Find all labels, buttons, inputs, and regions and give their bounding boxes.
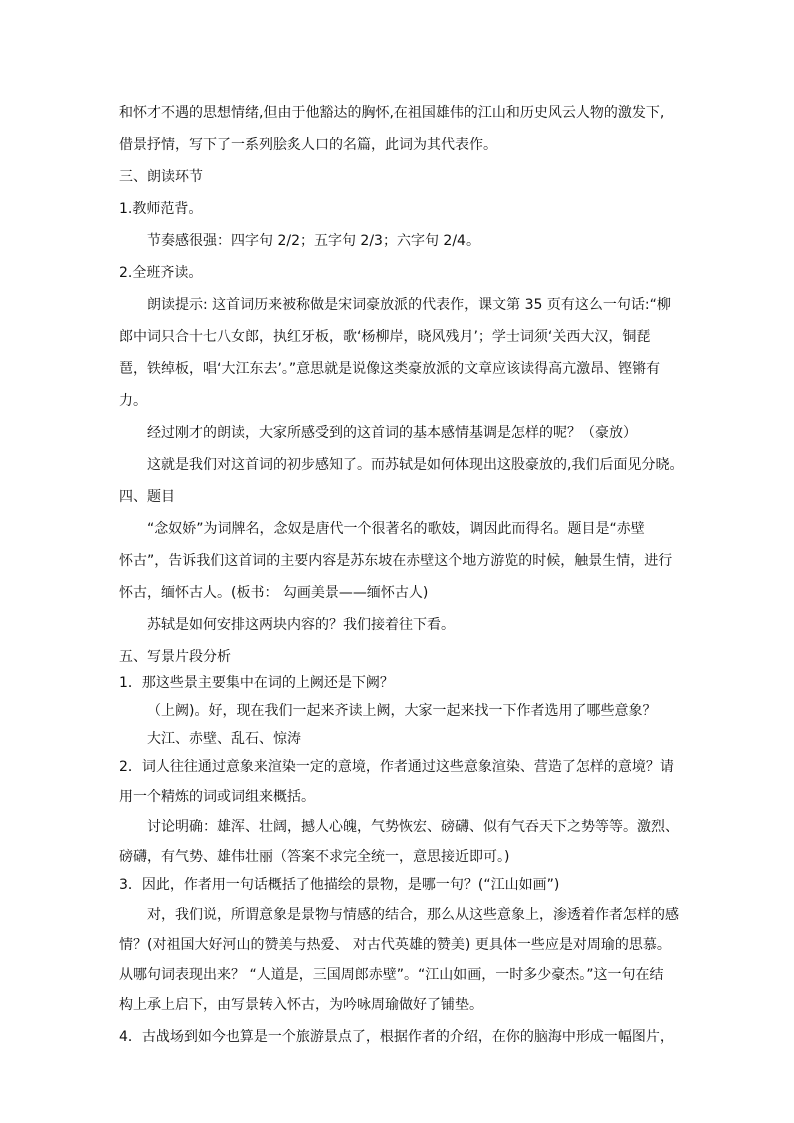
text-line: 1.教师范背。 — [119, 201, 203, 217]
text-line: 2．词人往往通过意象来渲染一定的意境，作者通过这些意象渲染、营造了怎样的意境？请 — [119, 759, 674, 775]
text-line: 郎中词只合十七八女郎，执红牙板，歌‘杨柳岸，晓风残月’；学士词须‘关西大汉，铜琵 — [119, 329, 651, 345]
text-line: 对，我们说，所谓意象是景物与情感的结合，那么从这些意象上，渗透着作者怎样的感 — [147, 907, 679, 923]
text-line: 借景抒情，写下了一系列脍炙人口的名篇，此词为其代表作。 — [119, 137, 497, 153]
text-line: （上阙)。好，现在我们一起来齐读上阙，大家一起来找一下作者选用了哪些意象？ — [147, 703, 657, 719]
text-line: “念奴娇”为词牌名，念奴是唐代一个很著名的歌妓，调因此而得名。题目是“赤壁 — [147, 521, 645, 537]
text-line: 用一个精炼的词或词组来概括。 — [119, 789, 315, 805]
section-heading: 三、朗读环节 — [119, 169, 203, 185]
text-line: 朗读提示: 这首词历来被称做是宋词豪放派的代表作，课文第 35 页有这么一句话:“柳 — [147, 297, 671, 313]
text-line: 苏轼是如何安排这两块内容的？我们接着往下看。 — [147, 617, 455, 633]
text-line: 这就是我们对这首词的初步感知了。而苏轼是如何体现出这股豪放的,我们后面见分晓。 — [147, 457, 684, 473]
section-heading: 四、题目 — [119, 489, 175, 505]
text-line: 和怀才不遇的思想情绪,但由于他豁达的胸怀,在祖国雄伟的江山和历史风云人物的激发下, — [119, 105, 665, 121]
text-line: 经过刚才的朗读，大家所感受到的这首词的基本感情基调是怎样的呢？（豪放） — [147, 425, 637, 441]
text-line: 怀古，缅怀古人。(板书： 勾画美景——缅怀古人) — [119, 585, 429, 601]
text-line: 琶，铁绰板，唱‘大江东去’。”意思就是说像这类豪放派的文章应该读得高亢激昂、铿锵有 — [119, 361, 661, 377]
text-line: 大江、赤壁、乱石、惊涛 — [147, 731, 301, 747]
text-line: 怀古”，告诉我们这首词的主要内容是苏东坡在赤壁这个地方游览的时候，触景生情，进行 — [119, 553, 673, 569]
text-line: 3．因此，作者用一句话概括了他描绘的景物，是哪一句？(“江山如画”) — [119, 877, 560, 893]
text-line: 节奏感很强：四字句 2/2；五字句 2/3；六字句 2/4。 — [147, 233, 480, 249]
text-line: 构上承上启下，由写景转入怀古，为吟咏周瑜做好了铺垫。 — [119, 997, 483, 1013]
text-line: 2.全班齐读。 — [119, 265, 203, 281]
text-line: 情？(对祖国大好河山的赞美与热爱、 对古代英雄的赞美) 更具体一些应是对周瑜的思慕。 — [119, 937, 671, 953]
text-line: 力。 — [119, 393, 147, 409]
section-heading: 五、写景片段分析 — [119, 649, 231, 665]
text-line: 4．古战场到如今也算是一个旅游景点了，根据作者的介绍，在你的脑海中形成一幅图片， — [119, 1029, 674, 1045]
text-line: 讨论明确：雄浑、壮阔，撼人心魄，气势恢宏、磅礴、似有气吞天下之势等等。激烈、 — [147, 819, 679, 835]
text-line: 从哪句词表现出来？ “人道是，三国周郎赤壁”。“江山如画，一时多少豪杰。”这一句在结 — [119, 967, 664, 983]
text-line: 1．那这些景主要集中在词的上阙还是下阙？ — [119, 675, 394, 691]
text-line: 磅礴，有气势、雄伟壮丽（答案不求完全统一，意思接近即可。) — [119, 849, 510, 865]
